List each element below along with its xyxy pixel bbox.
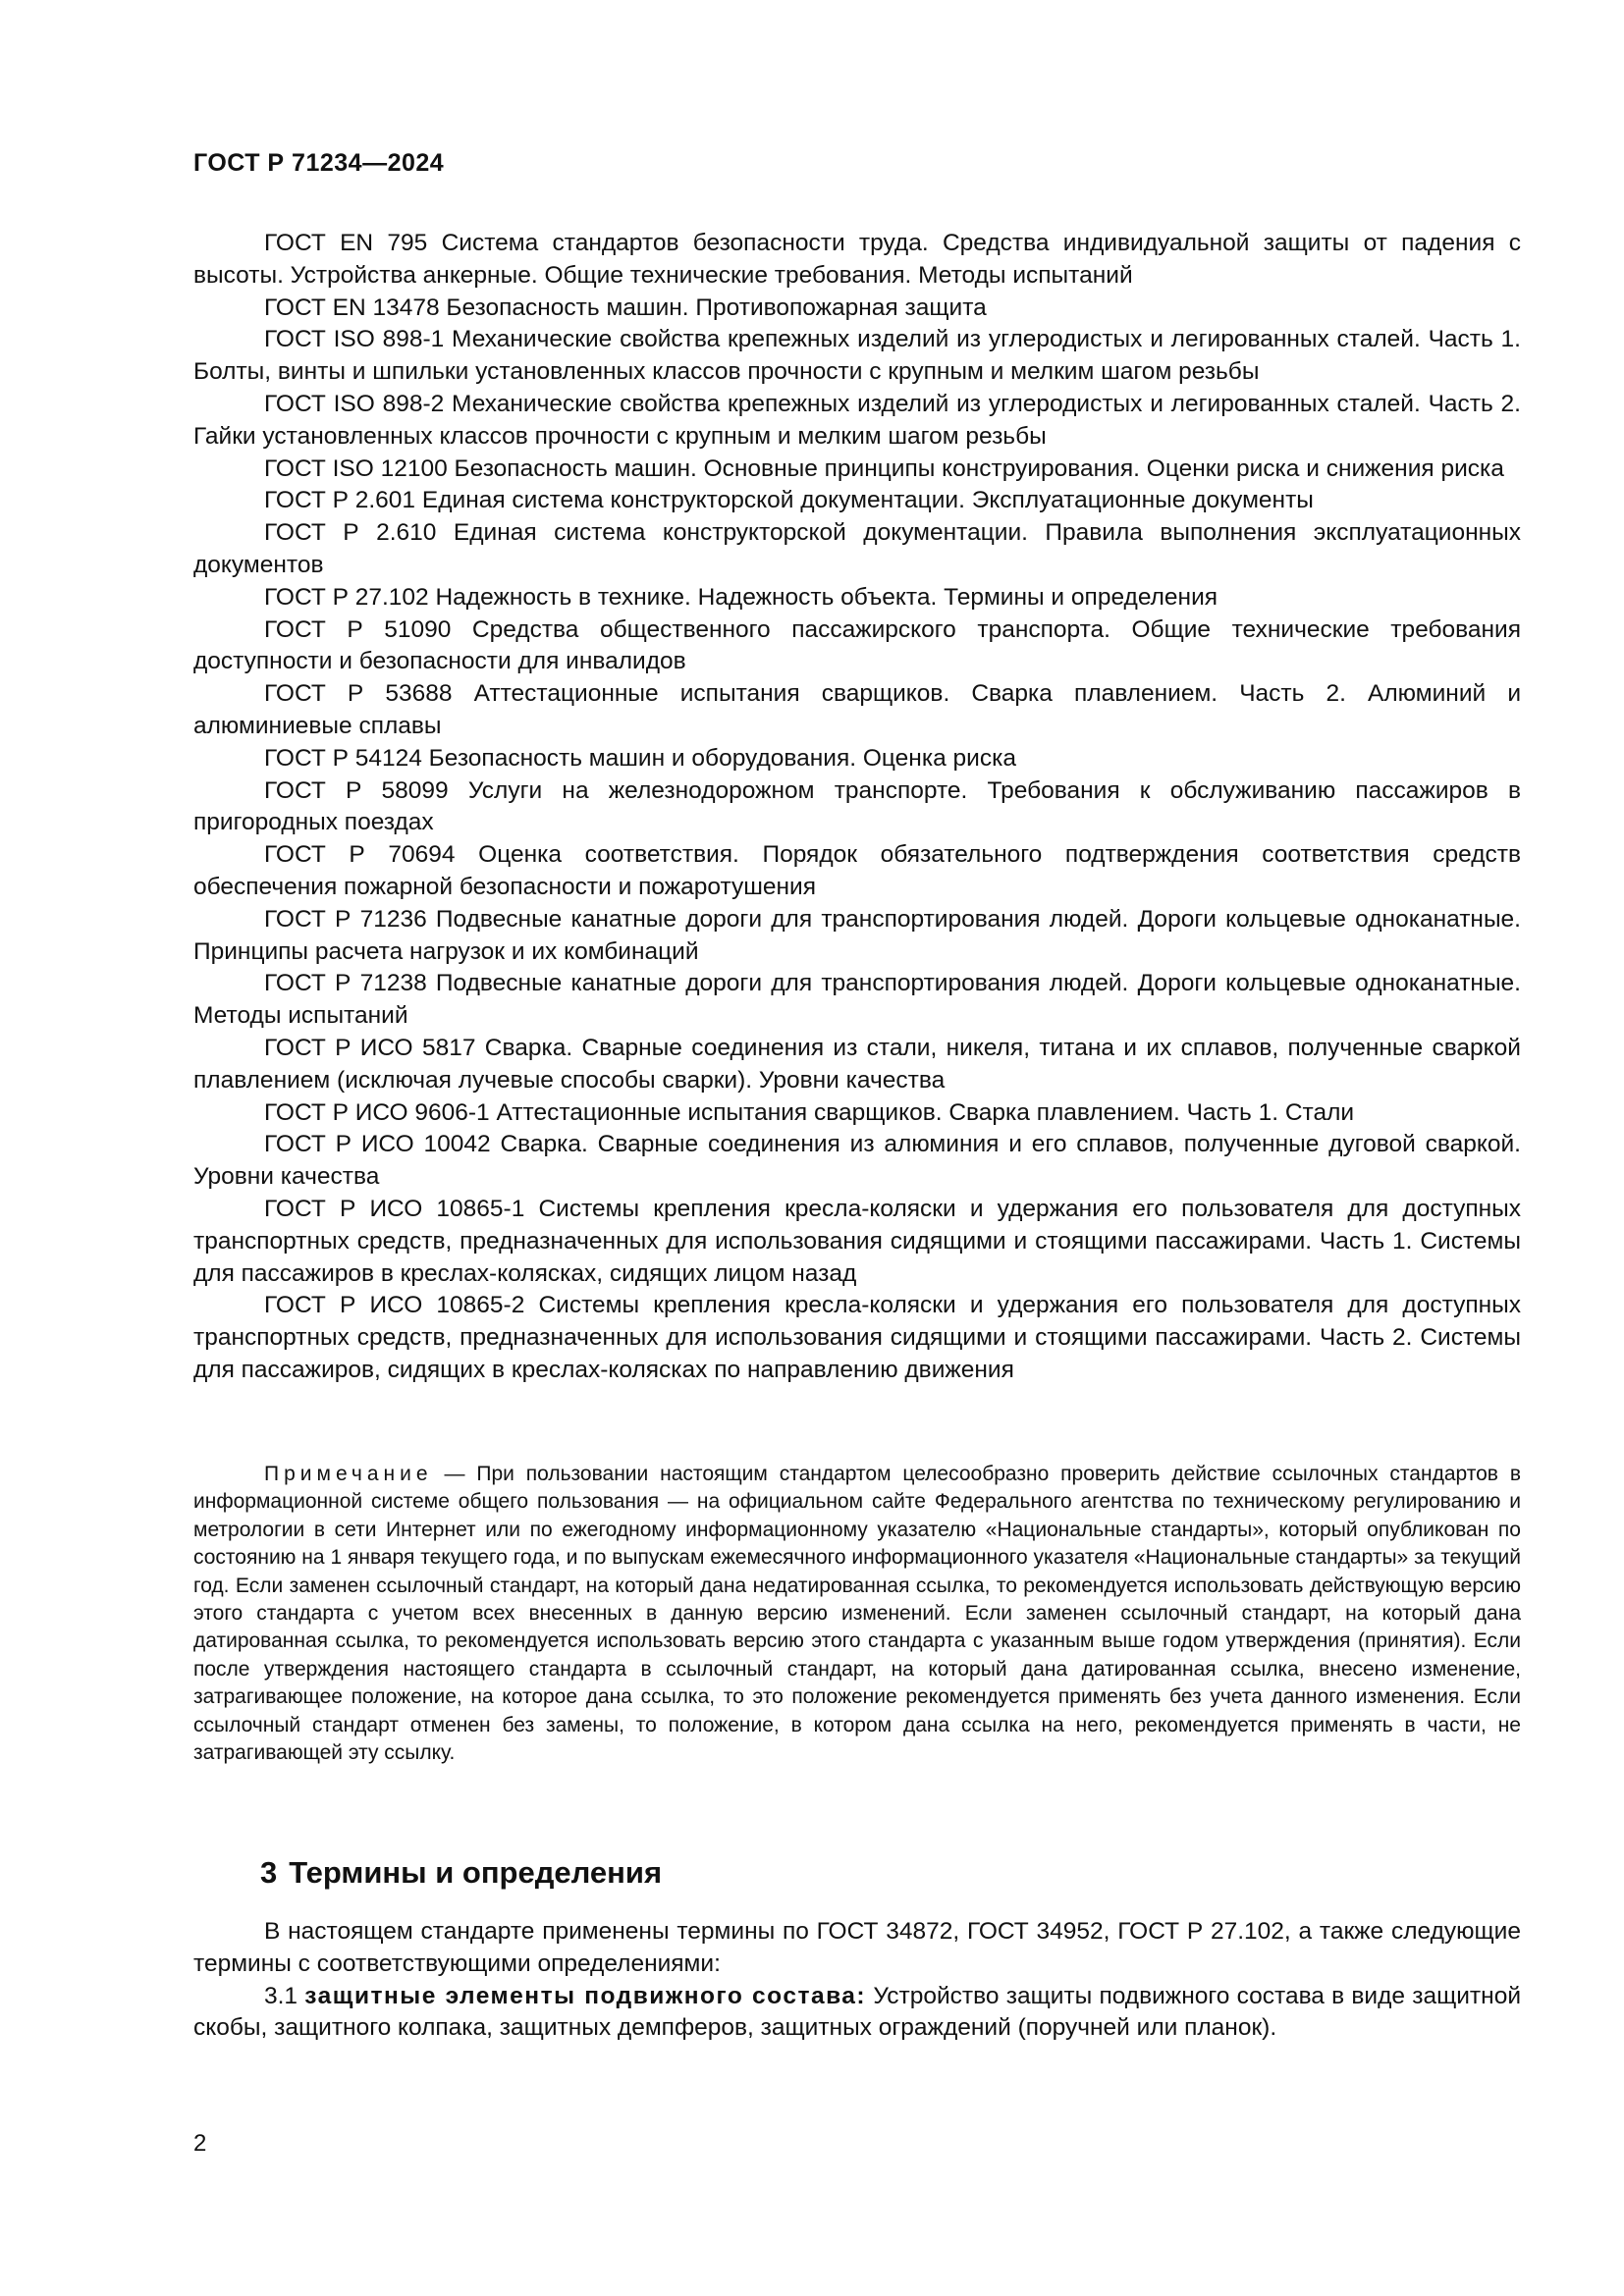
normative-references-list — [193, 228, 1521, 1387]
reference-item: ГОСТ Р ИСО 5817 Сварка. Сварные соединения из стали, никеля, титана и их сплавов, полученные сваркой плавлением (исключая лучевые способы сварки). Уровни качества — [193, 1034, 1521, 1094]
section-intro: В настоящем стандарте применены термины по ГОСТ 34872, ГОСТ 34952, ГОСТ Р 27.102, а также следующие термины с соответствующими определениями: — [193, 1918, 1521, 1977]
reference-item: ГОСТ Р 71238 Подвесные канатные дороги для транспортирования людей. Дороги кольцевые одноканатные. Методы испытаний — [193, 970, 1521, 1030]
reference-item: ГОСТ Р 27.102 Надежность в технике. Надежность объекта. Термины и определения — [264, 583, 1218, 611]
reference-item: ГОСТ Р 2.601 Единая система конструкторской документации. Эксплуатационные документы — [264, 487, 1314, 514]
reference-item: ГОСТ Р ИСО 9606-1 Аттестационные испытания сварщиков. Сварка плавлением. Часть 1. Стали — [264, 1098, 1355, 1126]
section-heading — [260, 1855, 662, 1891]
reference-item: ГОСТ EN 795 Система стандартов безопасности труда. Средства индивидуальной защиты от падения с высоты. Устройства анкерные. Общие технические требования. Методы испытаний — [193, 230, 1521, 289]
note-paragraph — [193, 1461, 1521, 1767]
reference-item: ГОСТ Р 54124 Безопасность машин и оборудования. Оценка риска — [264, 744, 1016, 772]
reference-item: ГОСТ Р ИСО 10865-1 Системы крепления кресла-коляски и удержания его пользователя для доступных транспортных средств, предназначенных для использования сидящими и стоящими пассажирами. Часть 1. Системы для пассажиров в креслах-колясках, сидящих лицом назад — [193, 1195, 1521, 1287]
note-block — [193, 1461, 1521, 1767]
reference-item: ГОСТ ISO 898-1 Механические свойства крепежных изделий из углеродистых и легированных сталей. Часть 1. Болты, винты и шпильки установленных классов прочности с крупным и мелким шагом резьбы — [193, 326, 1521, 386]
terms-section-body — [193, 1916, 1521, 2045]
reference-item: ГОСТ ISO 898-2 Механические свойства крепежных изделий из углеродистых и легированных сталей. Часть 2. Гайки установленных классов прочности с крупным и мелким шагом резьбы — [193, 390, 1521, 450]
reference-item: ГОСТ Р 2.610 Единая система конструкторской документации. Правила выполнения эксплуатационных документов — [193, 519, 1521, 578]
reference-item: ГОСТ Р 51090 Средства общественного пассажирского транспорта. Общие технические требования доступности и безопасности для инвалидов — [193, 615, 1521, 675]
note-text: — При пользовании настоящим стандартом целесообразно проверить действие ссылочных стандартов в информационной системе общего пользования — на официальном сайте Федерального агентства по техническому регулированию и метрологии в сети Интернет или по ежегодному информационному указателю «Национальные стандарты», который опубликован по состоянию на 1 января текущего года, и по выпускам ежемесячного информационного указателя «Национальные стандарты» за текущий год. Если заменен ссылочный стандарт, на который дана недатированная ссылка, то рекомендуется использовать действующую версию этого стандарта с учетом всех внесенных в данную версию изменений. Если заменен ссылочный стандарт, на который дана датированная ссылка, то рекомендуется использовать версию этого стандарта с указанным выше годом утверждения (принятия). Если после утверждения настоящего стандарта в ссылочный стандарт, на который дана датированная ссылка, внесено изменение, затрагивающее положение, на которое дана ссылка, то это положение рекомендуется применять без учета данного изменения. Если ссылочный стандарт отменен без замены, то положение, в котором дана ссылка на него, рекомендуется применять в части, не затрагивающей эту ссылку. — [193, 1463, 1521, 1765]
reference-item: ГОСТ Р 71236 Подвесные канатные дороги для транспортирования людей. Дороги кольцевые одноканатные. Принципы расчета нагрузок и их комбинаций — [193, 905, 1521, 965]
page-number: 2 — [193, 2130, 207, 2157]
note-label: Примечание — [264, 1463, 433, 1485]
reference-item: ГОСТ Р 58099 Услуги на железнодорожном транспорте. Требования к обслуживанию пассажиров в пригородных поездах — [193, 776, 1521, 836]
section-number: 3 — [260, 1855, 278, 1890]
reference-item: ГОСТ Р 70694 Оценка соответствия. Порядок обязательного подтверждения соответствия средств обеспечения пожарной безопасности и пожаротушения — [193, 841, 1521, 900]
term-number: 3.1 — [264, 1982, 298, 2009]
section-title: Термины и определения — [289, 1855, 663, 1890]
term-entry — [193, 1981, 1521, 2046]
term-definition: Устройство защиты подвижного состава в виде защитной скобы, защитного колпака, защитных демпферов, защитных ограждений (поручней или планок). — [193, 1982, 1521, 2042]
reference-item: ГОСТ Р 53688 Аттестационные испытания сварщиков. Сварка плавлением. Часть 2. Алюминий и алюминиевые сплавы — [193, 680, 1521, 739]
reference-item: ГОСТ EN 13478 Безопасность машин. Противопожарная защита — [264, 294, 987, 321]
reference-item: ГОСТ ISO 12100 Безопасность машин. Основные принципы конструирования. Оценки риска и снижения риска — [264, 454, 1504, 482]
term-name: защитные элементы подвижного состава: — [304, 1982, 867, 2009]
reference-item: ГОСТ Р ИСО 10865-2 Системы крепления кресла-коляски и удержания его пользователя для доступных транспортных средств, предназначенных для использования сидящими и стоящими пассажирами. Часть 2. Системы для пассажиров, сидящих в креслах-колясках по направлению движения — [193, 1292, 1521, 1383]
reference-item: ГОСТ Р ИСО 10042 Сварка. Сварные соединения из алюминия и его сплавов, полученные дуговой сваркой. Уровни качества — [193, 1131, 1521, 1191]
document-header-title: ГОСТ Р 71234—2024 — [193, 149, 445, 177]
